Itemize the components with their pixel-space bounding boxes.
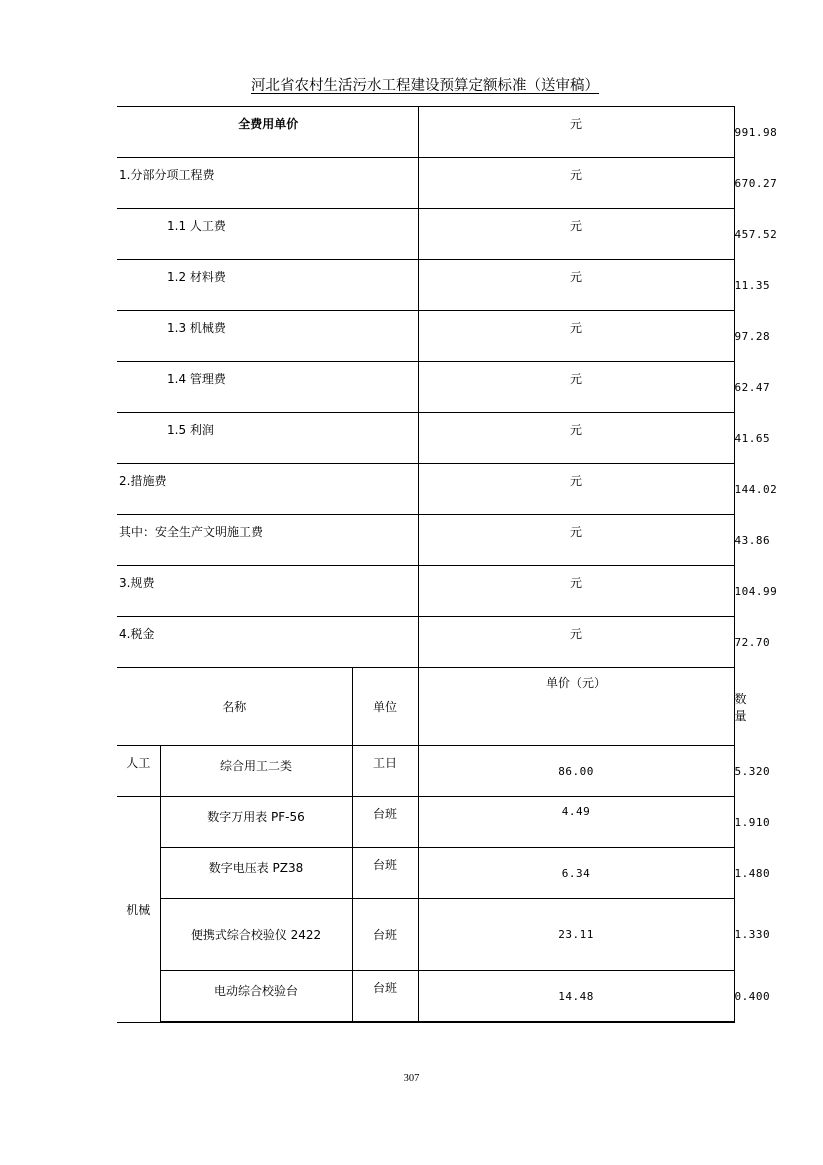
resource-unit: 工日 bbox=[352, 746, 418, 797]
resource-price: 4.49 bbox=[418, 797, 734, 848]
resource-header-row: 名称 单位 单价（元） 数量 bbox=[117, 668, 734, 746]
fee-unit: 元 bbox=[418, 107, 734, 158]
fee-unit: 元 bbox=[418, 209, 734, 260]
resource-price: 14.48 bbox=[418, 971, 734, 1023]
resource-price: 86.00 bbox=[418, 746, 734, 797]
fee-unit: 元 bbox=[418, 362, 734, 413]
fee-label: 全费用单价 bbox=[117, 107, 418, 158]
resource-unit: 台班 bbox=[352, 971, 418, 1023]
fee-unit: 元 bbox=[418, 311, 734, 362]
resource-name: 数字电压表 PZ38 bbox=[160, 848, 352, 899]
fee-label: 2.措施费 bbox=[117, 464, 418, 515]
machinery-row: 机械 数字万用表 PF-56 台班 4.49 1.910 bbox=[117, 797, 734, 848]
machinery-row: 电动综合校验台 台班 14.48 0.400 bbox=[117, 971, 734, 1023]
resource-name: 数字万用表 PF-56 bbox=[160, 797, 352, 848]
header-price: 单价（元） bbox=[418, 668, 734, 746]
machinery-row: 数字电压表 PZ38 台班 6.34 1.480 bbox=[117, 848, 734, 899]
resource-unit: 台班 bbox=[352, 899, 418, 971]
fee-label: 3.规费 bbox=[117, 566, 418, 617]
fee-label: 4.税金 bbox=[117, 617, 418, 668]
labor-row: 人工 综合用工二类 工日 86.00 5.320 bbox=[117, 746, 734, 797]
fee-row: 1.分部分项工程费 元 670.27 bbox=[117, 158, 734, 209]
machinery-row: 便携式综合校验仪 2422 台班 23.11 1.330 bbox=[117, 899, 734, 971]
labor-category: 人工 bbox=[117, 746, 160, 797]
quota-table bbox=[117, 106, 778, 1023]
fee-row: 其中：安全生产文明施工费 元 43.86 bbox=[117, 515, 734, 566]
fee-label: 1.分部分项工程费 bbox=[117, 158, 418, 209]
fee-row-total: 全费用单价 元 991.98 bbox=[117, 107, 734, 158]
fee-unit: 元 bbox=[418, 617, 734, 668]
resource-name: 综合用工二类 bbox=[160, 746, 352, 797]
resource-name: 便携式综合校验仪 2422 bbox=[160, 899, 352, 971]
fee-row: 1.1 人工费 元 457.52 bbox=[117, 209, 734, 260]
resource-unit: 台班 bbox=[352, 848, 418, 899]
fee-label: 1.5 利润 bbox=[117, 413, 418, 464]
fee-unit: 元 bbox=[418, 566, 734, 617]
resource-name: 电动综合校验台 bbox=[160, 971, 352, 1023]
fee-row: 1.3 机械费 元 97.28 bbox=[117, 311, 734, 362]
document-title bbox=[117, 74, 733, 95]
resource-unit: 台班 bbox=[352, 797, 418, 848]
fee-unit: 元 bbox=[418, 515, 734, 566]
machinery-category: 机械 bbox=[117, 797, 160, 1023]
fee-label: 1.2 材料费 bbox=[117, 260, 418, 311]
fee-label: 1.3 机械费 bbox=[117, 311, 418, 362]
fee-row: 4.税金 元 72.70 bbox=[117, 617, 734, 668]
resource-price: 6.34 bbox=[418, 848, 734, 899]
fee-unit: 元 bbox=[418, 413, 734, 464]
fee-row: 3.规费 元 104.99 bbox=[117, 566, 734, 617]
fee-label: 其中：安全生产文明施工费 bbox=[117, 515, 418, 566]
fee-row: 2.措施费 元 144.02 bbox=[117, 464, 734, 515]
page-number: 307 bbox=[403, 1073, 420, 1084]
fee-unit: 元 bbox=[418, 158, 734, 209]
fee-label: 1.4 管理费 bbox=[117, 362, 418, 413]
resource-price: 23.11 bbox=[418, 899, 734, 971]
fee-unit: 元 bbox=[418, 260, 734, 311]
fee-row: 1.4 管理费 元 62.47 bbox=[117, 362, 734, 413]
fee-label: 1.1 人工费 bbox=[117, 209, 418, 260]
header-unit: 单位 bbox=[352, 668, 418, 746]
document-title-text: 河北省农村生活污水工程建设预算定额标准（送审稿） bbox=[251, 78, 599, 94]
fee-unit: 元 bbox=[418, 464, 734, 515]
fee-row: 1.5 利润 元 41.65 bbox=[117, 413, 734, 464]
header-name: 名称 bbox=[117, 668, 352, 746]
fee-row: 1.2 材料费 元 11.35 bbox=[117, 260, 734, 311]
